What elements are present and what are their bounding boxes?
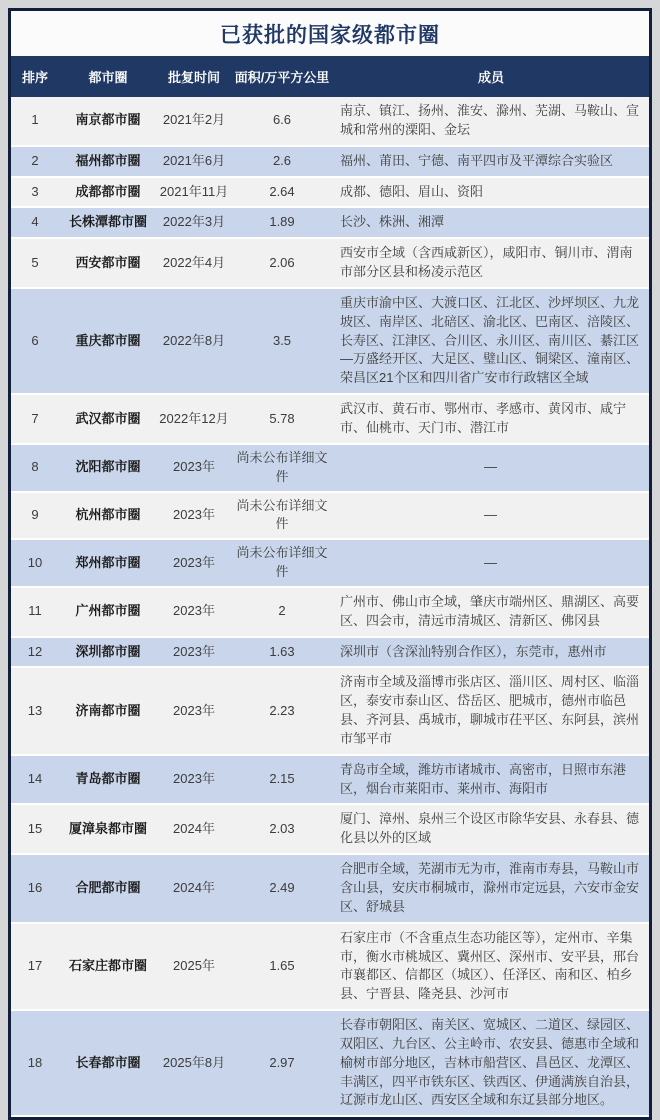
area-cell: 2.15 (231, 755, 333, 805)
metro-name-cell: 西安都市圈 (59, 238, 157, 288)
table-frame (8, 8, 652, 1120)
approval-date-cell: 2024年 (157, 804, 231, 854)
area-cell: 2.49 (231, 854, 333, 923)
column-header: 都市圈 (59, 56, 157, 97)
members-cell: 武汉市、黄石市、鄂州市、孝感市、黄冈市、咸宁市、仙桃市、天门市、潜江市 (333, 394, 649, 444)
area-cell: 2.6 (231, 146, 333, 177)
page-title: 已获批的国家级都市圈 (11, 11, 649, 56)
area-cell: 1.65 (231, 923, 333, 1010)
table-body (11, 97, 649, 1116)
approval-date-cell: 2022年8月 (157, 288, 231, 394)
area-cell: 2 (231, 587, 333, 637)
table-row (11, 667, 649, 754)
metro-name-cell: 济南都市圈 (59, 667, 157, 754)
table-row (11, 854, 649, 923)
table-row (11, 238, 649, 288)
metro-name-cell: 沈阳都市圈 (59, 444, 157, 492)
approval-date-cell: 2023年 (157, 492, 231, 540)
table-row (11, 492, 649, 540)
rank-cell: 6 (11, 288, 59, 394)
members-cell: — (333, 444, 649, 492)
approval-date-cell: 2023年 (157, 667, 231, 754)
header-row (11, 56, 649, 97)
area-cell: 尚未公布详细文件 (231, 444, 333, 492)
rank-cell: 4 (11, 207, 59, 238)
rank-cell: 12 (11, 637, 59, 668)
approval-date-cell: 2023年 (157, 587, 231, 637)
table-row (11, 923, 649, 1010)
area-cell: 尚未公布详细文件 (231, 492, 333, 540)
members-cell: 厦门、漳州、泉州三个设区市除华安县、永春县、德化县以外的区域 (333, 804, 649, 854)
area-cell: 1.89 (231, 207, 333, 238)
metro-name-cell: 重庆都市圈 (59, 288, 157, 394)
area-cell: 2.03 (231, 804, 333, 854)
members-cell: 青岛市全域，潍坊市诸城市、高密市，日照市东港区，烟台市莱阳市、莱州市、海阳市 (333, 755, 649, 805)
metro-name-cell: 长春都市圈 (59, 1010, 157, 1116)
approval-date-cell: 2025年 (157, 923, 231, 1010)
approval-date-cell: 2023年 (157, 637, 231, 668)
approval-date-cell: 2025年8月 (157, 1010, 231, 1116)
members-cell: — (333, 492, 649, 540)
area-cell: 3.5 (231, 288, 333, 394)
table-row (11, 97, 649, 146)
rank-cell: 18 (11, 1010, 59, 1116)
column-header: 面积/万平方公里 (231, 56, 333, 97)
area-cell: 2.06 (231, 238, 333, 288)
table-row (11, 1010, 649, 1116)
table-row (11, 288, 649, 394)
approval-date-cell: 2021年11月 (157, 177, 231, 208)
approval-date-cell: 2023年 (157, 444, 231, 492)
table-row (11, 207, 649, 238)
area-cell: 尚未公布详细文件 (231, 539, 333, 587)
approval-date-cell: 2023年 (157, 755, 231, 805)
table-row (11, 394, 649, 444)
metro-name-cell: 武汉都市圈 (59, 394, 157, 444)
area-cell: 5.78 (231, 394, 333, 444)
rank-cell: 9 (11, 492, 59, 540)
metro-name-cell: 成都都市圈 (59, 177, 157, 208)
column-header: 排序 (11, 56, 59, 97)
rank-cell: 15 (11, 804, 59, 854)
members-cell: — (333, 539, 649, 587)
metro-name-cell: 厦漳泉都市圈 (59, 804, 157, 854)
members-cell: 石家庄市（不含重点生态功能区等），定州市、辛集市，衡水市桃城区、冀州区、深州市、安平县，邢台市襄都区、信都区（城区）、任泽区、南和区、柏乡县、宁晋县、隆尧县、沙河市 (333, 923, 649, 1010)
table-row (11, 637, 649, 668)
approval-date-cell: 2021年2月 (157, 97, 231, 146)
metro-name-cell: 广州都市圈 (59, 587, 157, 637)
area-cell: 6.6 (231, 97, 333, 146)
members-cell: 合肥市全域，芜湖市无为市，淮南市寿县，马鞍山市含山县，安庆市桐城市，滁州市定远县，六安市金安区、舒城县 (333, 854, 649, 923)
table-row (11, 539, 649, 587)
members-cell: 成都、德阳、眉山、资阳 (333, 177, 649, 208)
table-row (11, 804, 649, 854)
approval-date-cell: 2024年 (157, 854, 231, 923)
area-cell: 2.23 (231, 667, 333, 754)
metro-name-cell: 青岛都市圈 (59, 755, 157, 805)
rank-cell: 16 (11, 854, 59, 923)
column-header: 成员 (333, 56, 649, 97)
metro-name-cell: 长株潭都市圈 (59, 207, 157, 238)
table-row (11, 444, 649, 492)
members-cell: 深圳市（含深汕特别合作区），东莞市，惠州市 (333, 637, 649, 668)
metro-name-cell: 郑州都市圈 (59, 539, 157, 587)
members-cell: 福州、莆田、宁德、南平四市及平潭综合实验区 (333, 146, 649, 177)
column-header: 批复时间 (157, 56, 231, 97)
area-cell: 2.64 (231, 177, 333, 208)
rank-cell: 17 (11, 923, 59, 1010)
members-cell: 长春市朝阳区、南关区、宽城区、二道区、绿园区、双阳区、九台区、公主岭市、农安县、德惠市全域和榆树市部分地区，吉林市船营区、昌邑区、龙潭区、丰满区，四平市铁东区、铁西区、伊通满族自治县，辽源市龙山区、西安区全域和东辽县部分地区。 (333, 1010, 649, 1116)
table-row (11, 177, 649, 208)
data-table (11, 56, 649, 1117)
rank-cell: 14 (11, 755, 59, 805)
metro-name-cell: 福州都市圈 (59, 146, 157, 177)
members-cell: 长沙、株洲、湘潭 (333, 207, 649, 238)
table-row (11, 587, 649, 637)
metro-name-cell: 杭州都市圈 (59, 492, 157, 540)
members-cell: 重庆市渝中区、大渡口区、江北区、沙坪坝区、九龙坡区、南岸区、北碚区、渝北区、巴南区、涪陵区、长寿区、江津区、合川区、永川区、南川区、綦江区—万盛经开区、大足区、璧山区、铜梁区、潼南区、荣昌区21个区和四川省广安市行政辖区全域 (333, 288, 649, 394)
rank-cell: 3 (11, 177, 59, 208)
members-cell: 济南市全域及淄博市张店区、淄川区、周村区、临淄区，泰安市泰山区、岱岳区、肥城市，德州市临邑县、齐河县、禹城市，聊城市茌平区、东阿县，滨州市邹平市 (333, 667, 649, 754)
rank-cell: 2 (11, 146, 59, 177)
rank-cell: 7 (11, 394, 59, 444)
metro-name-cell: 深圳都市圈 (59, 637, 157, 668)
table-row (11, 146, 649, 177)
area-cell: 2.97 (231, 1010, 333, 1116)
rank-cell: 8 (11, 444, 59, 492)
metro-name-cell: 合肥都市圈 (59, 854, 157, 923)
approval-date-cell: 2023年 (157, 539, 231, 587)
approval-date-cell: 2022年12月 (157, 394, 231, 444)
rank-cell: 1 (11, 97, 59, 146)
rank-cell: 13 (11, 667, 59, 754)
table-row (11, 755, 649, 805)
rank-cell: 11 (11, 587, 59, 637)
rank-cell: 10 (11, 539, 59, 587)
approval-date-cell: 2021年6月 (157, 146, 231, 177)
members-cell: 南京、镇江、扬州、淮安、滁州、芜湖、马鞍山、宣城和常州的溧阳、金坛 (333, 97, 649, 146)
members-cell: 广州市、佛山市全域，肇庆市端州区、鼎湖区、高要区、四会市，清远市清城区、清新区、佛冈县 (333, 587, 649, 637)
approval-date-cell: 2022年3月 (157, 207, 231, 238)
metro-name-cell: 南京都市圈 (59, 97, 157, 146)
rank-cell: 5 (11, 238, 59, 288)
approval-date-cell: 2022年4月 (157, 238, 231, 288)
metro-name-cell: 石家庄都市圈 (59, 923, 157, 1010)
members-cell: 西安市全域（含西咸新区），咸阳市、铜川市、渭南市部分区县和杨凌示范区 (333, 238, 649, 288)
area-cell: 1.63 (231, 637, 333, 668)
